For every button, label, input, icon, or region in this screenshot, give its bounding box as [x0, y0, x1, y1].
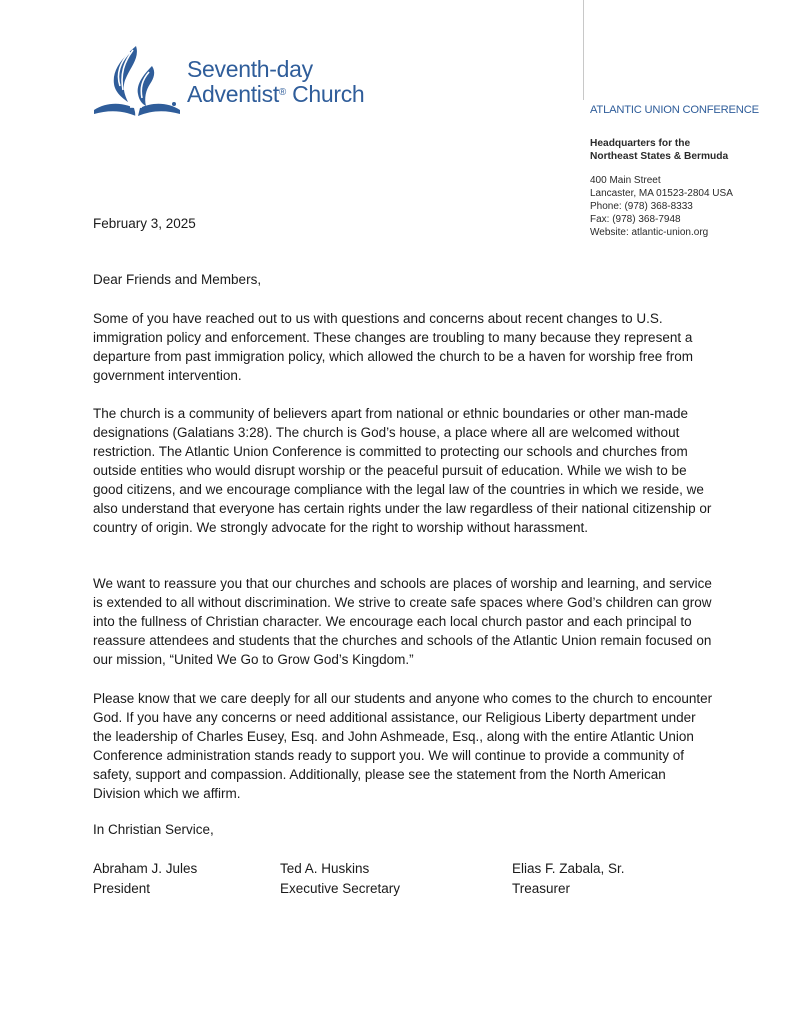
- signatory-title: Treasurer: [512, 881, 571, 896]
- signatory-title: President: [93, 881, 151, 896]
- address-city: Lancaster, MA 01523-2804 USA: [590, 188, 733, 199]
- signatory-title: Executive Secretary: [280, 881, 401, 896]
- paragraph-3: We want to reassure you that our churches and schools are places of worship and learning, and service is extended to all without discrimination. We strive to create safe spaces where God’s children can grow into the fullness of Christian character. We encourage each local church pastor and each principal to reassure attendees and students that the churches and schools of the Atlantic Union remain focused on our mission, “United We Go to Grow God’s Kingdom.”: [93, 576, 712, 667]
- signatory-name: Ted A. Huskins: [280, 861, 370, 876]
- brand-line-1: Seventh-day: [187, 56, 313, 82]
- signatory-president: [93, 859, 197, 899]
- letter-date: February 3, 2025: [93, 216, 196, 231]
- sda-logo-icon: [92, 44, 182, 120]
- signatory-name: Elias F. Zabala, Sr.: [512, 861, 625, 876]
- salutation: Dear Friends and Members,: [93, 272, 262, 287]
- paragraph-2: The church is a community of believers apart from national or ethnic boundaries or other man-made designations (Galatians 3:28). The church is God’s house, a place where all are welcomed without restriction. The Atlantic Union Conference is committed to protecting our schools and churches from outside entities who would disrupt worship or the peaceful pursuit of education. While we wish to be good citizens, and we encourage compliance with the legal law of the countries in which we reside, we also understand that everyone has certain rights under the law regardless of their national citizenship or country of origin. We strongly advocate for the right to worship without harassment.: [93, 406, 712, 535]
- brand-name: [187, 57, 364, 107]
- organization-name: ATLANTIC UNION CONFERENCE: [590, 104, 759, 116]
- headquarters-label: Headquarters for the Northeast States & Bermuda: [590, 138, 729, 162]
- brand-line-2: Adventist® Church: [187, 81, 365, 107]
- paragraph-4: Please know that we care deeply for all our students and anyone who comes to the church to encounter God. If you have any concerns or need additional assistance, our Religious Liberty department under the leadership of Charles Eusey, Esq. and John Ashmeade, Esq., along with the entire Atlantic Union Conference administration stands ready to support you. We will continue to provide a community of safety, support and compassion. Additionally, please see the statement from the North American Division which we affirm.: [93, 691, 713, 801]
- signatory-secretary: [280, 859, 400, 899]
- signatory-treasurer: [512, 859, 625, 899]
- signatory-name: Abraham J. Jules: [93, 861, 198, 876]
- closing: In Christian Service,: [93, 822, 214, 837]
- address-street: 400 Main Street: [590, 175, 661, 186]
- contact-address: [590, 174, 733, 239]
- phone: Phone: (978) 368-8333: [590, 201, 693, 212]
- fax: Fax: (978) 368-7948: [590, 214, 681, 225]
- paragraph-1: Some of you have reached out to us with questions and concerns about recent changes to U.S. immigration policy and enforcement. These changes are troubling to many because they represent a departure from past immigration policy, which allowed the church to be a haven for worship free from government intervention.: [93, 311, 694, 383]
- website: Website: atlantic-union.org: [590, 227, 709, 238]
- header-divider: [583, 0, 584, 100]
- registered-mark: ®: [278, 87, 286, 98]
